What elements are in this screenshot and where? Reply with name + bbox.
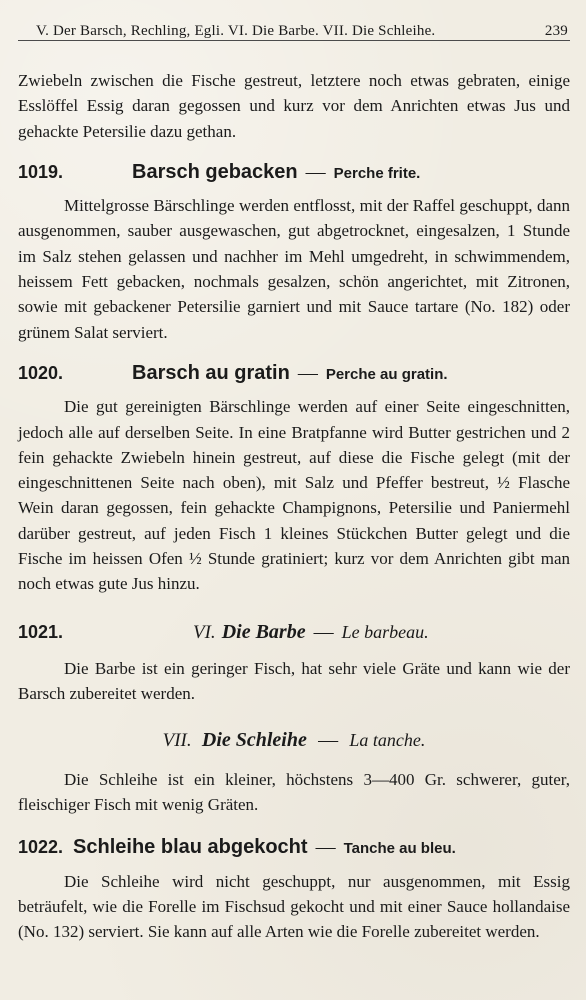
running-header-title: V. Der Barsch, Rechling, Egli. VI. Die Barbe. VII. Die Schleihe. xyxy=(36,23,436,39)
recipe-number: 1022. xyxy=(18,837,64,858)
section-separator: — xyxy=(313,620,334,643)
section-title: Die Barbe xyxy=(221,620,306,643)
recipe-title: Schleihe blau abgekocht xyxy=(73,836,308,859)
page-header xyxy=(18,12,570,41)
page-content xyxy=(18,41,570,945)
recipe-separator: — xyxy=(297,361,318,384)
section-number: 1021. xyxy=(18,621,64,642)
recipe-title: Barsch au gratin xyxy=(132,361,290,384)
recipe-french-title: Perche frite. xyxy=(333,164,421,182)
section-roman-numeral: VI. xyxy=(193,621,216,643)
recipe-1019-heading xyxy=(18,160,570,186)
section-french-title: Le barbeau. xyxy=(341,621,429,642)
section-title: Die Schleihe xyxy=(201,728,307,751)
recipe-1020-text: Die gut gereinigten Bärschlinge werden auf einer Seite eingeschnitten, jedoch alle auf derselben Seite. In eine Bratpfanne wird Butter gestrichen und 2 fein gehackte Zwiebeln hinein gestreut, auf diese die Fische gelegt (mit der eingeschnittenen Seite nach oben), mit Salz und Pfeffer bestreut, ½ Flasche Wein daran gegossen, fein gehackte Champignons, Petersilie und Paniermehl darüber gestreut, auf jeden Fisch 1 kleines Stückchen Butter gelegt und die Fische im heissen Ofen ½ Stunde gratiniert; kurz vor dem Anrichten gibt man noch etwas gute Jus hinzu. xyxy=(18,397,570,594)
section-separator: — xyxy=(318,728,339,751)
recipe-separator: — xyxy=(315,836,336,859)
section-vi-heading xyxy=(18,620,570,645)
recipe-1022-heading xyxy=(18,835,570,861)
recipe-separator: — xyxy=(305,160,326,183)
section-vi-text: Die Barbe ist ein geringer Fisch, hat sehr viele Gräte und kann wie der Barsch zubereitet werden. xyxy=(18,658,570,704)
recipe-french-title: Perche au gratin. xyxy=(325,365,448,383)
recipe-french-title: Tanche au bleu. xyxy=(343,840,456,858)
section-vii-heading xyxy=(18,728,570,753)
recipe-title: Barsch gebacken xyxy=(132,160,298,183)
recipe-number: 1020. xyxy=(18,362,64,383)
intro-paragraph: Zwiebeln zwischen die Fische gestreut, letztere noch etwas gebraten, einige Esslöffel Essig daran gegossen und kurz vor dem Anrichten etwas Jus und gehackte Petersilie dazu gethan. xyxy=(18,71,570,141)
section-roman-numeral: VII. xyxy=(162,729,192,751)
recipe-1019-text: Mittelgrosse Bärschlinge werden entflosst, mit der Raffel geschuppt, dann ausgenommen, sauber ausgewaschen, gut abgetrocknet, eingesalzen, 1 Stunde im Salz stehen gelassen und nachher im Mehl umgedreht, in schwimmendem, heissem Fett gebacken, nochmals gesalzen, schön angerichtet, mit Zitronen, sowie mit gebackener Petersilie garniert und mit Sauce tartare (No. 182) oder grünem Salat serviert. xyxy=(18,196,570,342)
recipe-1020-heading xyxy=(18,361,570,387)
section-french-title: La tanche. xyxy=(349,729,426,750)
section-vii-text: Die Schleihe ist ein kleiner, höchstens 3—400 Gr. schwerer, guter, fleischiger Fisch mit wenig Gräten. xyxy=(18,769,570,815)
recipe-1022-text: Die Schleihe wird nicht geschuppt, nur ausgenommen, mit Essig beträufelt, wie die Forelle im Fischsud gekocht und mit einer Sauce hollandaise (No. 132) serviert. Sie kann auf alle Arten wie die Forelle zubereitet werden. xyxy=(18,871,570,942)
page-number: 239 xyxy=(544,23,568,39)
recipe-number: 1019. xyxy=(18,161,64,182)
